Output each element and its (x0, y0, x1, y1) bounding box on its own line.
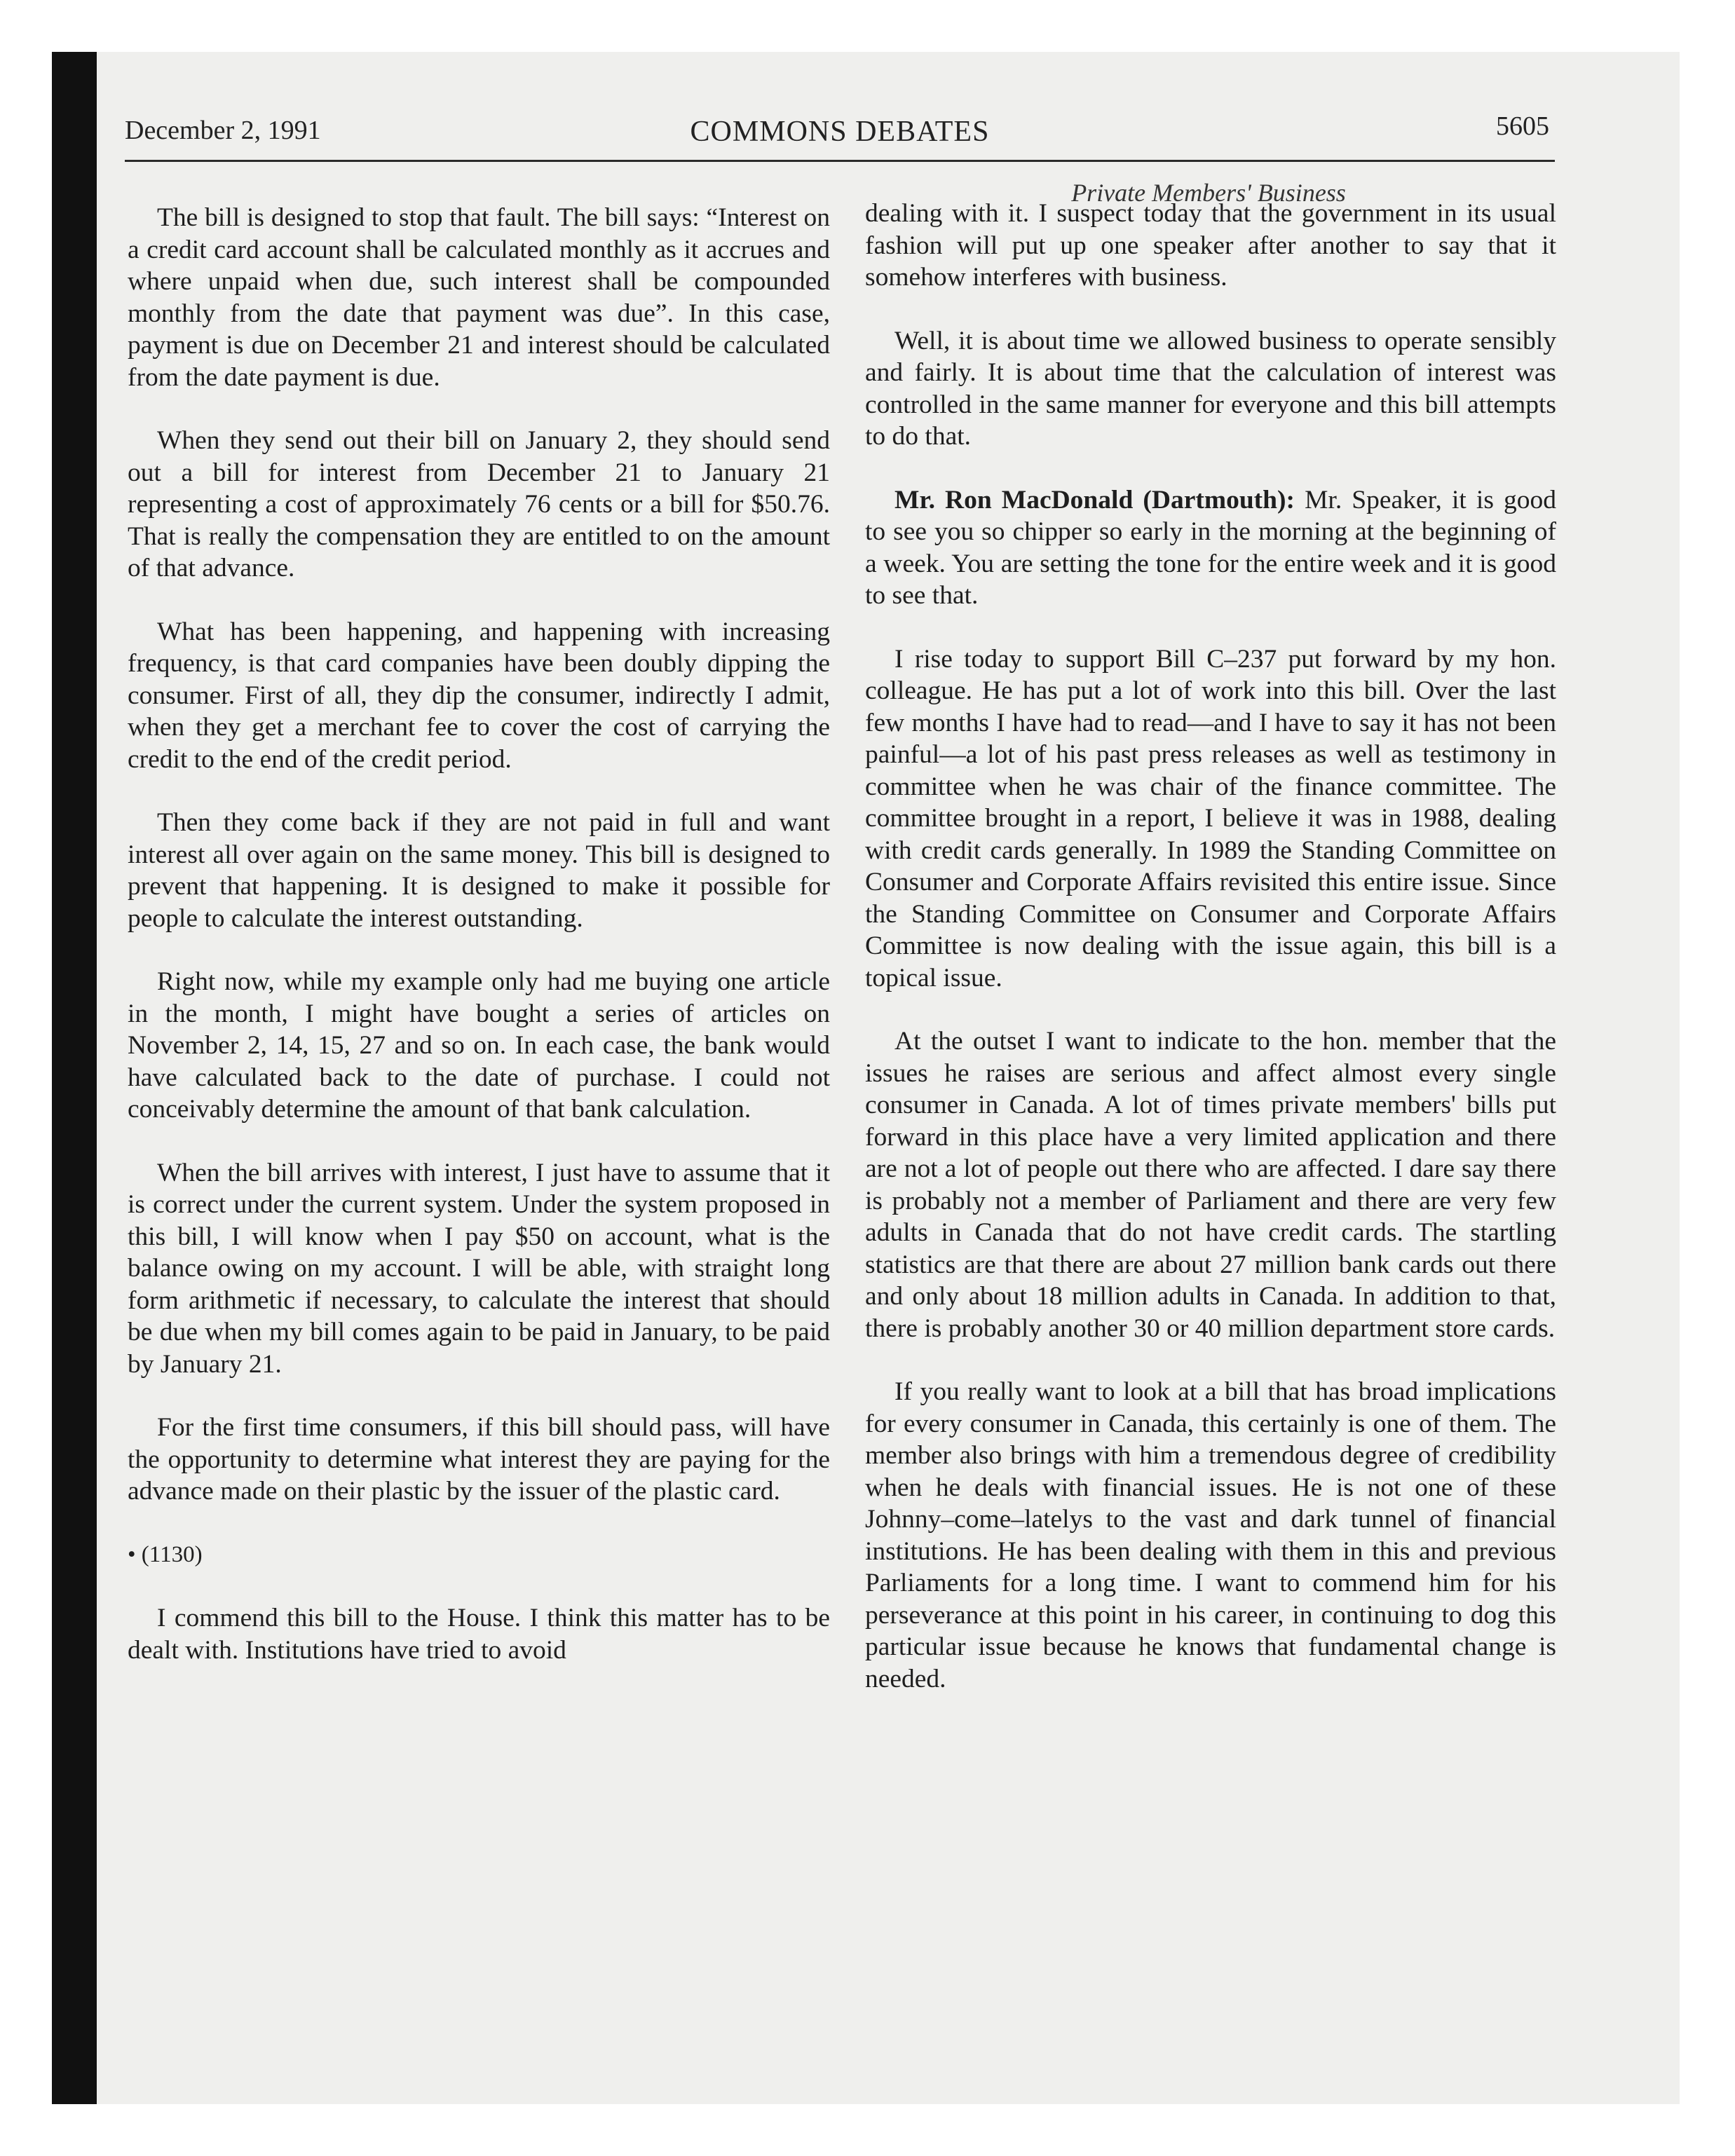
paragraph: Right now, while my example only had me buying one article in the month, I might have bought a series of articles on November 2, 14, 15, 27 and so on. In each case, the bank would have calculated back to the date of purchase. I could not conceivably determine the amount of that bank calculation. (128, 967, 830, 1124)
paragraph: At the outset I want to indicate to the hon. member that the issues he raises are serious and affect almost every single consumer in Canada. A lot of times private members' bills put forward in this place have a very limited application and there are not a lot of people out there who are affected. I dare say there is probably not a member of Parliament and there are very few adults in Canada that do not have credit cards. The startling statistics are that there are about 27 million bank cards out there and only about 18 million adults in Canada. In addition to that, there is probably another 30 or 40 million department store cards. (865, 1027, 1556, 1343)
header-date: December 2, 1991 (125, 116, 321, 145)
paragraph: Then they come back if they are not paid in full and want interest all over again on the same money. This bill is designed to prevent that happening. It is designed to make it possible for people to calculate the interest outstanding. (128, 808, 830, 933)
time-marker: • (1130) (128, 1541, 203, 1567)
header-title: COMMONS DEBATES (690, 116, 990, 148)
scan-edge-bar (52, 52, 97, 2104)
header-rule (125, 160, 1555, 162)
speech-paragraph (865, 484, 1556, 612)
paragraph: I rise today to support Bill C–237 put forward by my hon. colleague. He has put a lot of work into this bill. Over the last few months I have had to read—and I have to say it has not been painful—a lot of his past press releases as well as testimony in committee when he was chair of the finance committee. The committee brought in a report, I believe it was in 1988, dealing with credit cards generally. In 1989 the Standing Committee on Consumer and Corporate Affairs revisited this entire issue. Since the Standing Committee on Consumer and Corporate Affairs Committee is now dealing with the issue again, this bill is a topical issue. (865, 644, 1556, 992)
header-page-number: 5605 (1496, 111, 1549, 141)
right-column (865, 198, 1556, 1726)
paragraph: dealing with it. I suspect today that the government in its usual fashion will put up one speaker after another to say that it somehow interferes with business. (865, 199, 1556, 292)
page-header (125, 70, 1555, 160)
paragraph: When the bill arrives with interest, I just have to assume that it is correct under the current system. Under the system proposed in this bill, I will know when I pay $50 on account, what is the balance owing on my account. I will be able, with straight long form arithmetic if necessary, to calculate the interest that should be due when my bill comes again to be paid in January, to be paid by January 21. (128, 1158, 830, 1379)
paragraph: For the first time consumers, if this bill should pass, will have the opportunity to determine what interest they are paying for the advance made on their plastic by the issuer of the plastic card. (128, 1413, 830, 1506)
speaker-name: Mr. Ron MacDonald (Dartmouth): (894, 485, 1295, 514)
paragraph: I commend this bill to the House. I think this matter has to be dealt with. Institutions have tried to avoid (128, 1604, 830, 1665)
paragraph: Well, it is about time we allowed business to operate sensibly and fairly. It is about time that the calculation of interest was controlled in the same manner for everyone and this bill attempts to do that. (865, 326, 1556, 451)
paragraph: The bill is designed to stop that fault. The bill says: “Interest on a credit card account shall be calculated monthly as it accrues and where unpaid when due, such interest shall be compounded monthly from the date that payment was due”. In this case, payment is due on December 21 and interest should be calculated from the date payment is due. (128, 203, 830, 392)
paragraph: If you really want to look at a bill that has broad implications for every consumer in Canada, this certainly is one of them. The member also brings with him a tremendous degree of credibility when he deals with financial issues. He is not one of these Johnny–come–latelys to the vast and dark tunnel of financial institutions. He has been dealing with them in this and previous Parliaments for a long time. I want to commend him for his perseverance at this point in his career, in continuing to dog this particular issue because he knows that fundamental change is needed. (865, 1377, 1556, 1693)
section-label: Private Members' Business (1071, 179, 1346, 207)
left-column (128, 202, 830, 1698)
paragraph: What has been happening, and happening with increasing frequency, is that card companies have been doubly dipping the consumer. First of all, they dip the consumer, indirectly I admit, when they get a merchant fee to cover the cost of carrying the credit to the end of the credit period. (128, 617, 830, 774)
paragraph: When they send out their bill on January 2, they should send out a bill for interest from December 21 to January 21 representing a cost of approximately 76 cents or a bill for $50.76. That is really the compensation they are entitled to on the amount of that advance. (128, 426, 830, 582)
speech-text: Mr. Speaker, it is good to see you so chipper so early in the morning at the beginning of a week. You are setting the tone for the entire week and it is good to see that. (865, 485, 1556, 610)
